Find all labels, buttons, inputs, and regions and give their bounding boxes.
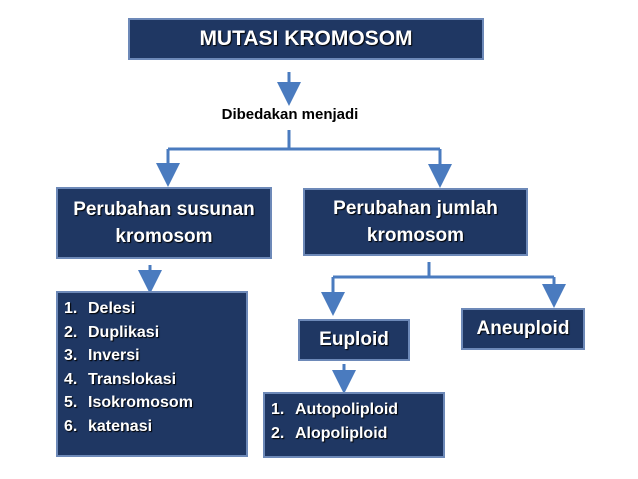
node-label-line2: kromosom [366, 225, 465, 246]
node-label-line1: Perubahan susunan [73, 199, 255, 220]
node-label-line1: Perubahan jumlah [333, 198, 498, 219]
list-item: 1. Delesi [64, 300, 136, 317]
subtitle-text: Dibedakan menjadi [221, 106, 359, 123]
list-item: 6. katenasi [64, 417, 153, 435]
list-item: 3. Inversi [64, 347, 140, 364]
node-label-line2: kromosom [115, 226, 213, 247]
list-item: 4. Translokasi [64, 370, 177, 388]
list-item: 2. Alopoliploid [271, 424, 388, 442]
list-euploid-types [263, 392, 445, 458]
node-label: Euploid [319, 329, 389, 350]
node-perubahan-jumlah [303, 188, 528, 256]
node-euploid [298, 319, 410, 361]
node-aneuploid [461, 308, 585, 350]
list-item: 5. Isokromosom [64, 394, 193, 411]
node-perubahan-susunan [56, 187, 272, 259]
diagram-title: MUTASI KROMOSOM [199, 27, 413, 50]
list-item: 2. Duplikasi [64, 323, 160, 341]
title-box [128, 18, 484, 60]
node-label: Aneuploid [476, 318, 570, 339]
list-susunan-types [56, 291, 248, 457]
list-item: 1. Autopoliploid [271, 401, 399, 418]
